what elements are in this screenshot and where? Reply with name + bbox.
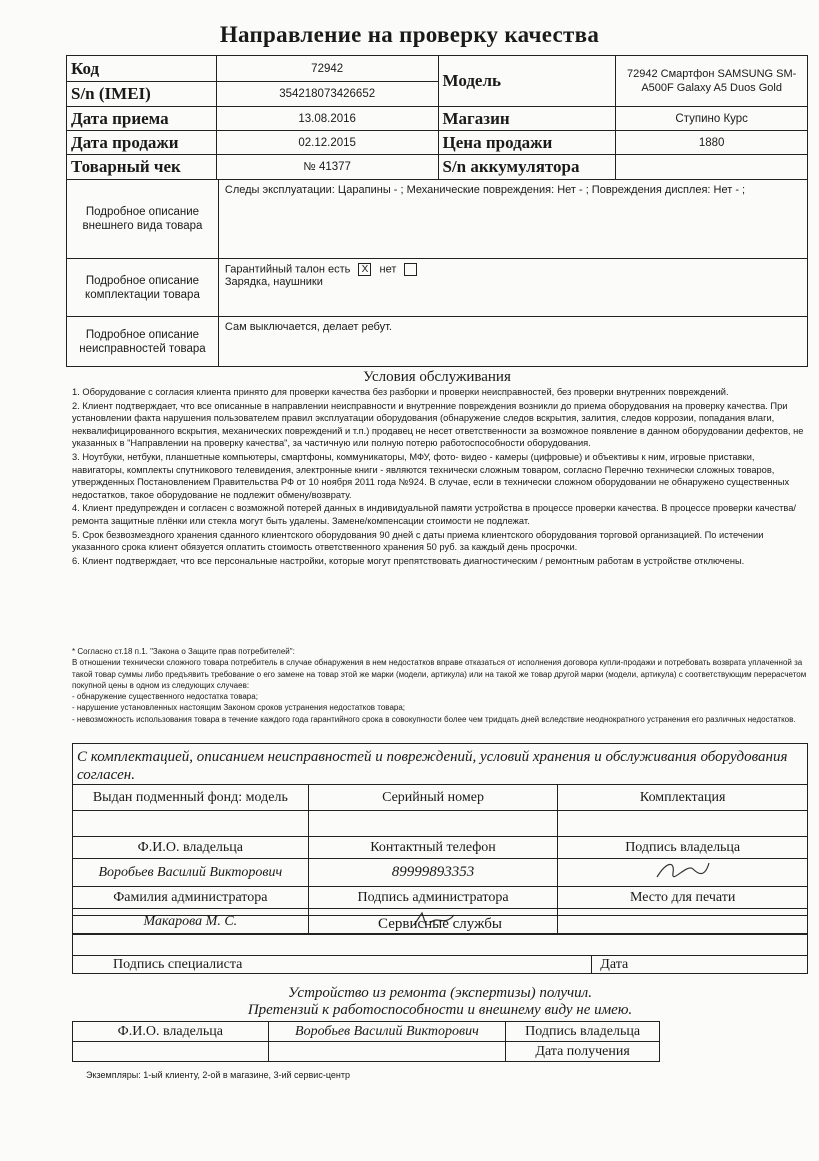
agreement-statement: С комплектацией, описанием неисправностей и повреждений, условий хранения и обслуживания оборудования согласен.	[73, 744, 808, 785]
law-note: - нарушение установленных настоящим Законом сроков устранения недостатков товара;	[72, 703, 406, 713]
receipt-owner-name-value: Воробьев Василий Викторович	[268, 1022, 506, 1042]
receipt-value: № 41377	[216, 155, 438, 180]
kit-value	[558, 811, 808, 837]
model-value: 72942 Смартфон SAMSUNG SM-A500F Galaxy A5 Duos Gold	[616, 56, 808, 107]
defects-label: Подробное описание неисправностей товара	[67, 317, 219, 367]
battery-value	[616, 155, 808, 180]
completeness-value: Зарядка, наушники	[224, 276, 323, 288]
warranty-yes-checkbox[interactable]: X	[358, 263, 371, 276]
store-label: Магазин	[438, 107, 616, 131]
agreement-table	[72, 743, 808, 935]
document-title: Направление на проверку качества	[219, 22, 600, 47]
specialist-sign-label: Подпись специалиста	[73, 956, 592, 974]
law-note: В отношении технически сложного товара потребитель в случае обнаружения в нем недостатков вправе отказаться от исполнения договора купли-продажи и потребовать возврата уплаченной за такой товар суммы либо предъявить требование о его замене на товар этой же марки (модели, артикула) или на такой же товар другой марки (модели, артикула) с соответствующим перерасчетом покупной цены в одном из следующих случаев:	[72, 658, 807, 690]
completeness-label: Подробное описание комплектации товара	[67, 259, 219, 317]
condition-item: 5. Срок безвозмездного хранения сданного клиентского оборудования 90 дней с даты приема клиентского оборудования торговой организацией. По истечении указанного срока клиент обязуется оплатить стоимость ответственного хранения 50 руб. за каждый день просрочки.	[72, 529, 764, 553]
law-notes	[72, 646, 808, 725]
substitute-value	[73, 811, 309, 837]
owner-name-value: Воробьев Василий Викторович	[73, 859, 309, 887]
condition-item: 6. Клиент подтверждает, что все персональные настройки, которые могут препятствовать диагностическим / ремонтным работам в устройстве отключены.	[72, 555, 745, 566]
phone-label: Контактный телефон	[308, 837, 558, 859]
phone-value: 89999893353	[308, 859, 558, 887]
warranty-text: Гарантийный талон есть	[224, 263, 351, 276]
conditions-title: Условия обслуживания	[363, 369, 511, 385]
battery-label: S/n аккумулятора	[438, 155, 616, 180]
serial-label: Серийный номер	[308, 785, 558, 811]
law-note: * Согласно ст.18 п.1. "Закона о Защите прав потребителей":	[72, 647, 295, 656]
receipt-blank-2	[268, 1042, 506, 1062]
imei-label: S/n (IMEI)	[67, 82, 217, 107]
receipt-date-label: Дата получения	[506, 1042, 660, 1062]
code-label: Код	[67, 56, 217, 82]
receipt-label: Товарный чек	[67, 155, 217, 180]
completeness-cell	[218, 259, 807, 317]
copies-note: Экземпляры: 1-ый клиенту, 2-ой в магазине, 3-ий сервис-центр	[86, 1070, 350, 1080]
appearance-value: Следы эксплуатации: Царапины - ; Механические повреждения: Нет - ; Повреждения дисплея: Нет - ;	[218, 180, 807, 259]
warranty-no-label: нет	[379, 263, 397, 276]
receipt-owner-sign-label: Подпись владельца	[506, 1022, 660, 1042]
receipt-line1: Устройство из ремонта (экспертизы) получил.	[288, 985, 592, 1001]
substitute-label: Выдан подменный фонд: модель	[73, 785, 309, 811]
admin-sign-label: Подпись администратора	[308, 887, 558, 909]
condition-item: 2. Клиент подтверждает, что все описанные в направлении неисправности и внутренние повреждения возникли до приема оборудования на проверку качества. При установлении факта нарушения пользователем правил эксплуатации оборудования (обнаружение следов вскрытия, залития, следов коррозии, попадания влаги, неквалифицированного вскрытия, механических повреждений и т.п.) продавец не несет ответственности за возможное появление в данном оборудовании дефектов, не указанных в "Направлении на проверку качества", за частичную или полную потерю работоспособности оборудования.	[72, 400, 804, 449]
owner-signature-icon	[653, 859, 713, 881]
condition-item: 3. Ноутбуки, нетбуки, планшетные компьютеры, смартфоны, коммуникаторы, МФУ, фото- видео - камеры (цифровые) и объективы к ним, игровые приставки, навигаторы, комплекты спутникового телевидения, электронные книги - являются технически сложным товаром, согласно Перечню технически сложных товаров, утвержденных Постановлением Правительства РФ от 10 ноября 2011 года №924. В случае, если в технически сложном оборудовании не обнаружено существенных недостатков, такое оборудование не подлежит обмену/возврату.	[72, 451, 790, 500]
condition-item: 4. Клиент предупрежден и согласен с возможной потерей данных в индивидуальной памяти устройства в процессе проверки качества. В процессе проверки качества/ремонта защитные плёнки или стекла могут быть удалены. Замене/компенсации стоимости не подлежат.	[72, 503, 796, 526]
serial-value	[308, 811, 558, 837]
conditions-list	[72, 386, 808, 568]
service-blank-row	[73, 934, 808, 956]
sale-date-label: Дата продажи	[67, 131, 217, 155]
receipt-line2: Претензий к работоспособности и внешнему виду не имею.	[247, 1002, 633, 1018]
appearance-label: Подробное описание внешнего вида товара	[67, 180, 219, 259]
store-value: Ступино Курс	[616, 107, 808, 131]
sale-date-value: 02.12.2015	[216, 131, 438, 155]
stamp-label: Место для печати	[558, 887, 808, 909]
admin-surname-value: Макарова М. С.	[73, 909, 309, 935]
imei-value: 354218073426652	[216, 82, 438, 107]
receipt-blank-1	[73, 1042, 269, 1062]
owner-name-label: Ф.И.О. владельца	[73, 837, 309, 859]
service-title: Сервисные службы	[73, 916, 808, 934]
owner-signature	[558, 859, 808, 887]
owner-sign-label: Подпись владельца	[558, 837, 808, 859]
law-note: - невозможность использования товара в течение каждого года гарантийного срока в совокупности более чем тридцать дней вследствие неоднократного устранения его различных недостатков.	[72, 714, 796, 724]
model-label: Модель	[438, 56, 616, 107]
header-table	[66, 55, 808, 180]
receive-date-value: 13.08.2016	[216, 107, 438, 131]
warranty-no-checkbox[interactable]	[404, 263, 417, 276]
receipt-table	[72, 1021, 660, 1062]
receipt-owner-name-label: Ф.И.О. владельца	[73, 1022, 269, 1042]
defects-value: Сам выключается, делает ребут.	[218, 317, 807, 367]
law-note: - обнаружение существенного недостатка товара;	[72, 692, 258, 702]
condition-item: 1. Оборудование с согласия клиента принято для проверки качества без разборки и проверки неисправностей, без проверки внутренних повреждений.	[72, 387, 729, 397]
service-date-label: Дата	[592, 956, 808, 974]
kit-label: Комплектация	[558, 785, 808, 811]
code-value: 72942	[216, 56, 438, 82]
receive-date-label: Дата приема	[67, 107, 217, 131]
price-value: 1880	[616, 131, 808, 155]
price-label: Цена продажи	[438, 131, 616, 155]
descriptions-table	[66, 179, 808, 367]
admin-surname-label: Фамилия администратора	[73, 887, 309, 909]
service-table	[72, 915, 808, 974]
